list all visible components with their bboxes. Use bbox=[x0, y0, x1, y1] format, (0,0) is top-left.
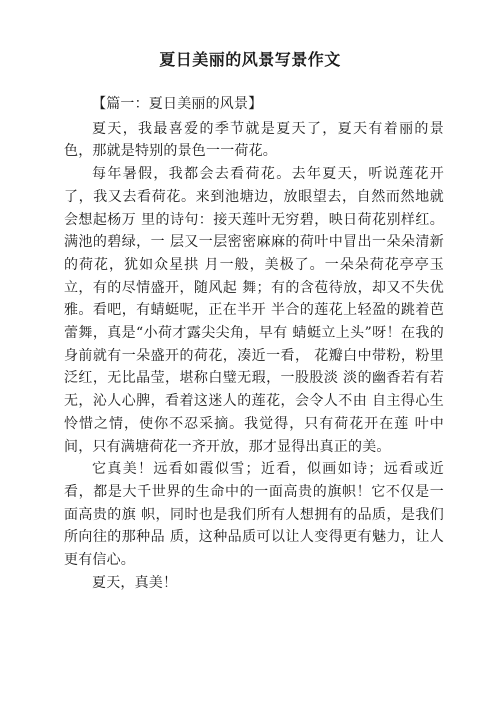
paragraph: 夏天，真美！ bbox=[92, 574, 178, 591]
document-body bbox=[64, 93, 444, 594]
paragraph: 夏天，我最喜爱的季节就是夏天了，夏天有着丽的景色，那就是特别的景色一一荷花。 bbox=[64, 120, 444, 160]
paragraph: 它真美！远看如霞似雪；近看，似画如诗；远看或近看，都是大千世界的生命中的一面高贵的旗帜！它不仅是一面高贵的旗 帜，同时也是我们所有人想拥有的品质，是我们所向往的那种品 质，这种品质可以让人变得更有魅力，让人更有信心。 bbox=[64, 461, 444, 569]
paragraph: 每年暑假，我都会去看荷花。去年夏天，听说莲花开了，我又去看荷花。来到池塘边，放眼望去，自然而然地就会想起杨万 里的诗句：接天莲叶无穷碧，映日荷花别样红。满池的碧绿，一 层又一层密密麻麻的荷叶中冒出一朵朵清新的荷花，犹如众星拱 月一般，美极了。一朵朵荷花亭亭玉立，有的尽情盛开，随风起 舞；有的含苞待放，却又不失优雅。看吧，有蜻蜓呢，正在半开 半合的莲花上轻盈的跳着芭蕾舞，真是“小荷才露尖尖角，早有 蜻蜓立上头”呀！在我的身前就有一朵盛开的荷花，凑近一看， 花瓣白中带粉，粉里泛红，无比晶莹，堪称白璧无瑕，一股股淡 淡的幽香若有若无，沁人心脾，看着这迷人的莲花，会令人不由 自主得心生怜惜之情，使你不忍采摘。我觉得，只有荷花开在莲 叶中间，只有满塘荷花一齐开放，那才显得出真正的美。 bbox=[64, 166, 444, 455]
section-heading: 【篇一：夏日美丽的风景】 bbox=[92, 96, 263, 112]
document-title: 夏日美丽的风景写景作文 bbox=[159, 50, 341, 69]
